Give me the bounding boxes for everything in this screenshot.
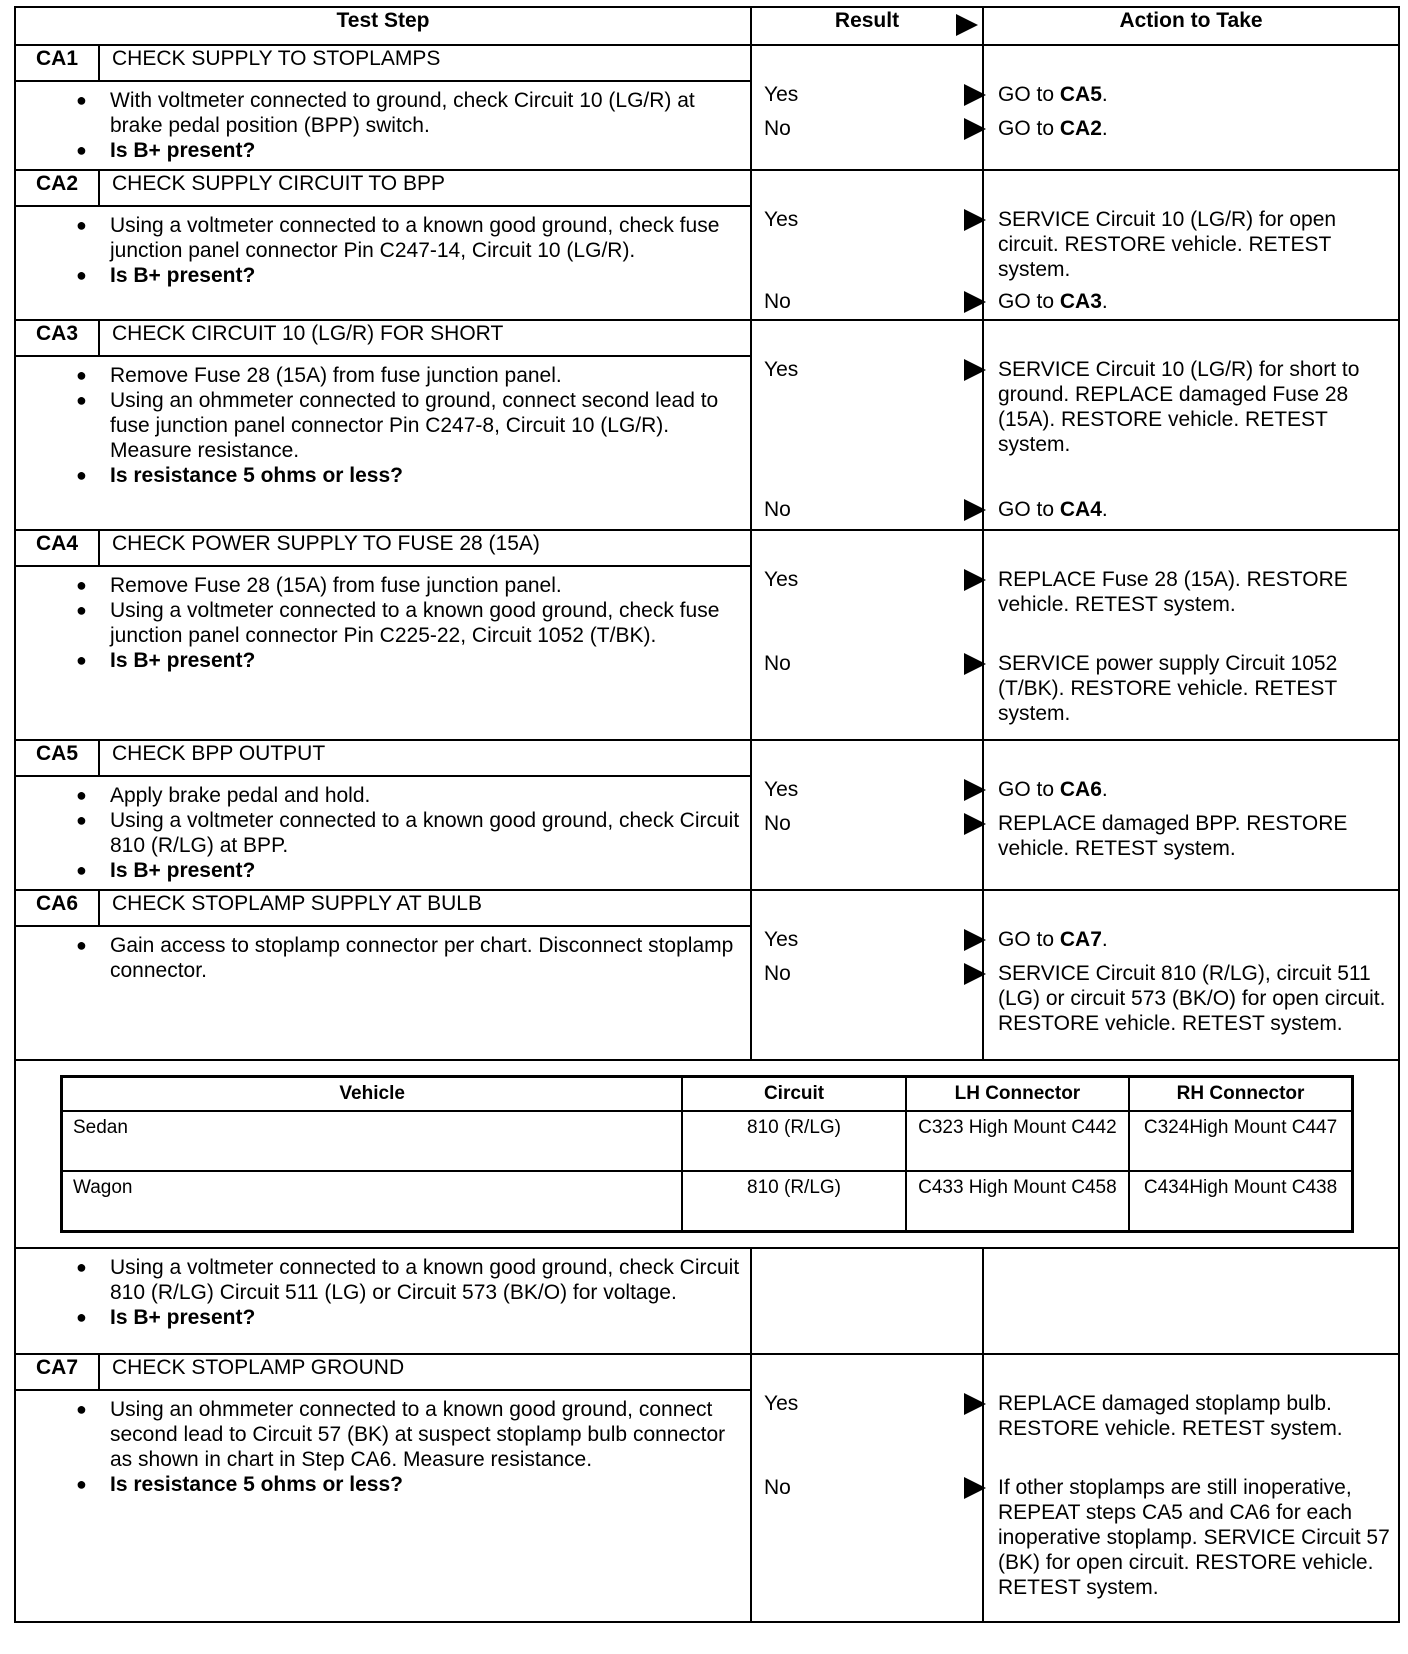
- result-no: No: [764, 811, 791, 836]
- step-result-empty: [751, 1248, 983, 1354]
- result-yes: Yes: [764, 567, 798, 592]
- chart-cell: C324High Mount C447: [1129, 1111, 1352, 1171]
- step-question: ● Is B+ present?: [110, 858, 740, 883]
- step-result: [751, 1354, 983, 1622]
- arrow-icon: [956, 14, 978, 36]
- step-result: [751, 45, 983, 170]
- step-id: CA4: [15, 530, 99, 566]
- step-bullet: ● Remove Fuse 28 (15A) from fuse junction panel.: [110, 573, 740, 598]
- step-bullet: ● Using a voltmeter connected to a known good ground, check Circuit 810 (R/LG) at BPP.: [110, 808, 740, 858]
- step-body: [15, 1390, 751, 1622]
- step-action: [983, 170, 1399, 320]
- action-no: SERVICE power supply Circuit 1052 (T/BK). RESTORE vehicle. RETEST system.: [998, 652, 1338, 725]
- action-yes: GO to CA7.: [998, 928, 1108, 951]
- step-body: [15, 566, 751, 740]
- chart-cell: 810 (R/LG): [682, 1171, 905, 1232]
- step-ca6-chart-row: [15, 1060, 1399, 1248]
- step-bullet: ● Using an ohmmeter connected to ground, connect second lead to fuse junction panel connector Pin C247-8, Circuit 10 (LG/R). Measure resistance.: [110, 388, 740, 463]
- result-no: No: [764, 1475, 791, 1500]
- action-no: GO to CA3.: [998, 290, 1108, 313]
- step-body: [15, 1248, 751, 1354]
- step-action: [983, 740, 1399, 890]
- step-bullet: ● Using a voltmeter connected to a known good ground, check fuse junction panel connector Pin C225-22, Circuit 1052 (T/BK).: [110, 598, 740, 648]
- result-yes: Yes: [764, 1391, 798, 1416]
- step-question: ● Is B+ present?: [110, 263, 740, 288]
- step-id: CA3: [15, 320, 99, 356]
- step-ca5-title-row: [15, 740, 1399, 776]
- result-no: No: [764, 497, 791, 522]
- chart-row: [62, 1171, 1353, 1232]
- connector-chart-cell: [15, 1060, 1399, 1248]
- step-bullet: ● Using an ohmmeter connected to a known good ground, connect second lead to Circuit 57 (BK) at suspect stoplamp bulb connector as shown in chart in Step CA6. Measure resistance.: [110, 1397, 740, 1472]
- result-no: No: [764, 651, 791, 676]
- step-title: CHECK BPP OUTPUT: [99, 740, 751, 776]
- action-yes: SERVICE Circuit 10 (LG/R) for open circuit. RESTORE vehicle. RETEST system.: [998, 208, 1337, 281]
- action-no: If other stoplamps are still inoperative, REPEAT steps CA5 and CA6 for each inoperative stoplamp. SERVICE Circuit 57 (BK) for open circuit. RESTORE vehicle. RETEST system.: [998, 1476, 1390, 1599]
- step-ca6-after-row: [15, 1248, 1399, 1354]
- step-result: [751, 170, 983, 320]
- result-yes: Yes: [764, 357, 798, 382]
- step-id: CA5: [15, 740, 99, 776]
- step-bullet: ● Apply brake pedal and hold.: [110, 783, 740, 808]
- diagnostic-page: [14, 6, 1398, 1623]
- step-title: CHECK STOPLAMP GROUND: [99, 1354, 751, 1390]
- step-title: CHECK POWER SUPPLY TO FUSE 28 (15A): [99, 530, 751, 566]
- result-no: No: [764, 961, 791, 986]
- action-no: GO to CA4.: [998, 498, 1108, 521]
- step-result: [751, 740, 983, 890]
- pinpoint-test-table: [14, 6, 1400, 1623]
- step-question: ● Is B+ present?: [110, 1305, 740, 1330]
- step-id: CA7: [15, 1354, 99, 1390]
- step-title: CHECK CIRCUIT 10 (LG/R) FOR SHORT: [99, 320, 751, 356]
- action-yes: REPLACE Fuse 28 (15A). RESTORE vehicle. RETEST system.: [998, 568, 1348, 616]
- step-ca2-title-row: [15, 170, 1399, 206]
- step-question: ● Is B+ present?: [110, 138, 740, 163]
- step-ca1-title-row: [15, 45, 1399, 81]
- step-result: [751, 890, 983, 1060]
- step-body: [15, 776, 751, 890]
- step-question: ● Is resistance 5 ohms or less?: [110, 1472, 740, 1497]
- step-action: [983, 890, 1399, 1060]
- header-test-step: Test Step: [15, 7, 751, 45]
- header-row: [15, 7, 1399, 45]
- step-bullet: ● With voltmeter connected to ground, check Circuit 10 (LG/R) at brake pedal position (BPP) switch.: [110, 88, 740, 138]
- result-yes: Yes: [764, 777, 798, 802]
- step-ca3-title-row: [15, 320, 1399, 356]
- step-bullet: ● Using a voltmeter connected to a known good ground, check Circuit 810 (R/LG) Circuit 511 (LG) or Circuit 573 (BK/O) for voltage.: [110, 1255, 740, 1305]
- step-action: [983, 45, 1399, 170]
- step-id: CA1: [15, 45, 99, 81]
- step-action: [983, 530, 1399, 740]
- chart-cell: C323 High Mount C442: [906, 1111, 1129, 1171]
- action-yes: SERVICE Circuit 10 (LG/R) for short to ground. REPLACE damaged Fuse 28 (15A). RESTORE vehicle. RETEST system.: [998, 358, 1360, 456]
- step-title: CHECK SUPPLY TO STOPLAMPS: [99, 45, 751, 81]
- header-result: [751, 7, 983, 45]
- step-ca7-title-row: [15, 1354, 1399, 1390]
- connector-chart: [60, 1075, 1354, 1233]
- chart-cell: C433 High Mount C458: [906, 1171, 1129, 1232]
- chart-header-row: [62, 1077, 1353, 1112]
- result-yes: Yes: [764, 82, 798, 107]
- chart-header: Circuit: [682, 1077, 905, 1112]
- step-title: CHECK SUPPLY CIRCUIT TO BPP: [99, 170, 751, 206]
- step-action-empty: [983, 1248, 1399, 1354]
- result-yes: Yes: [764, 207, 798, 232]
- chart-header: Vehicle: [62, 1077, 683, 1112]
- chart-header: RH Connector: [1129, 1077, 1352, 1112]
- action-yes: GO to CA5.: [998, 83, 1108, 106]
- result-yes: Yes: [764, 927, 798, 952]
- action-yes: REPLACE damaged stoplamp bulb. RESTORE vehicle. RETEST system.: [998, 1392, 1343, 1440]
- chart-cell: C434High Mount C438: [1129, 1171, 1352, 1232]
- result-no: No: [764, 116, 791, 141]
- step-result: [751, 320, 983, 530]
- chart-cell: Sedan: [62, 1111, 683, 1171]
- step-body: [15, 206, 751, 320]
- step-bullet: ● Gain access to stoplamp connector per chart. Disconnect stoplamp connector.: [110, 933, 740, 983]
- step-result: [751, 530, 983, 740]
- step-question: ● Is resistance 5 ohms or less?: [110, 463, 740, 488]
- step-bullet: ● Using a voltmeter connected to a known good ground, check fuse junction panel connector Pin C247-14, Circuit 10 (LG/R).: [110, 213, 740, 263]
- step-id: CA2: [15, 170, 99, 206]
- chart-cell: Wagon: [62, 1171, 683, 1232]
- step-body: [15, 81, 751, 170]
- step-title: CHECK STOPLAMP SUPPLY AT BULB: [99, 890, 751, 926]
- header-result-label: Result: [834, 9, 900, 32]
- chart-cell: 810 (R/LG): [682, 1111, 905, 1171]
- action-no: REPLACE damaged BPP. RESTORE vehicle. RETEST system.: [998, 812, 1348, 860]
- step-bullet: ● Remove Fuse 28 (15A) from fuse junction panel.: [110, 363, 740, 388]
- action-yes: GO to CA6.: [998, 778, 1108, 801]
- step-ca6-title-row: [15, 890, 1399, 926]
- action-no: SERVICE Circuit 810 (R/LG), circuit 511 (LG) or circuit 573 (BK/O) for open circuit. RESTORE vehicle. RETEST system.: [998, 962, 1386, 1035]
- result-no: No: [764, 289, 791, 314]
- chart-header: LH Connector: [906, 1077, 1129, 1112]
- step-body: [15, 926, 751, 1060]
- step-ca4-title-row: [15, 530, 1399, 566]
- chart-row: [62, 1111, 1353, 1171]
- step-action: [983, 320, 1399, 530]
- action-no: GO to CA2.: [998, 117, 1108, 140]
- step-action: [983, 1354, 1399, 1622]
- header-action: Action to Take: [983, 7, 1399, 45]
- step-body: [15, 356, 751, 530]
- step-id: CA6: [15, 890, 99, 926]
- step-question: ● Is B+ present?: [110, 648, 740, 673]
